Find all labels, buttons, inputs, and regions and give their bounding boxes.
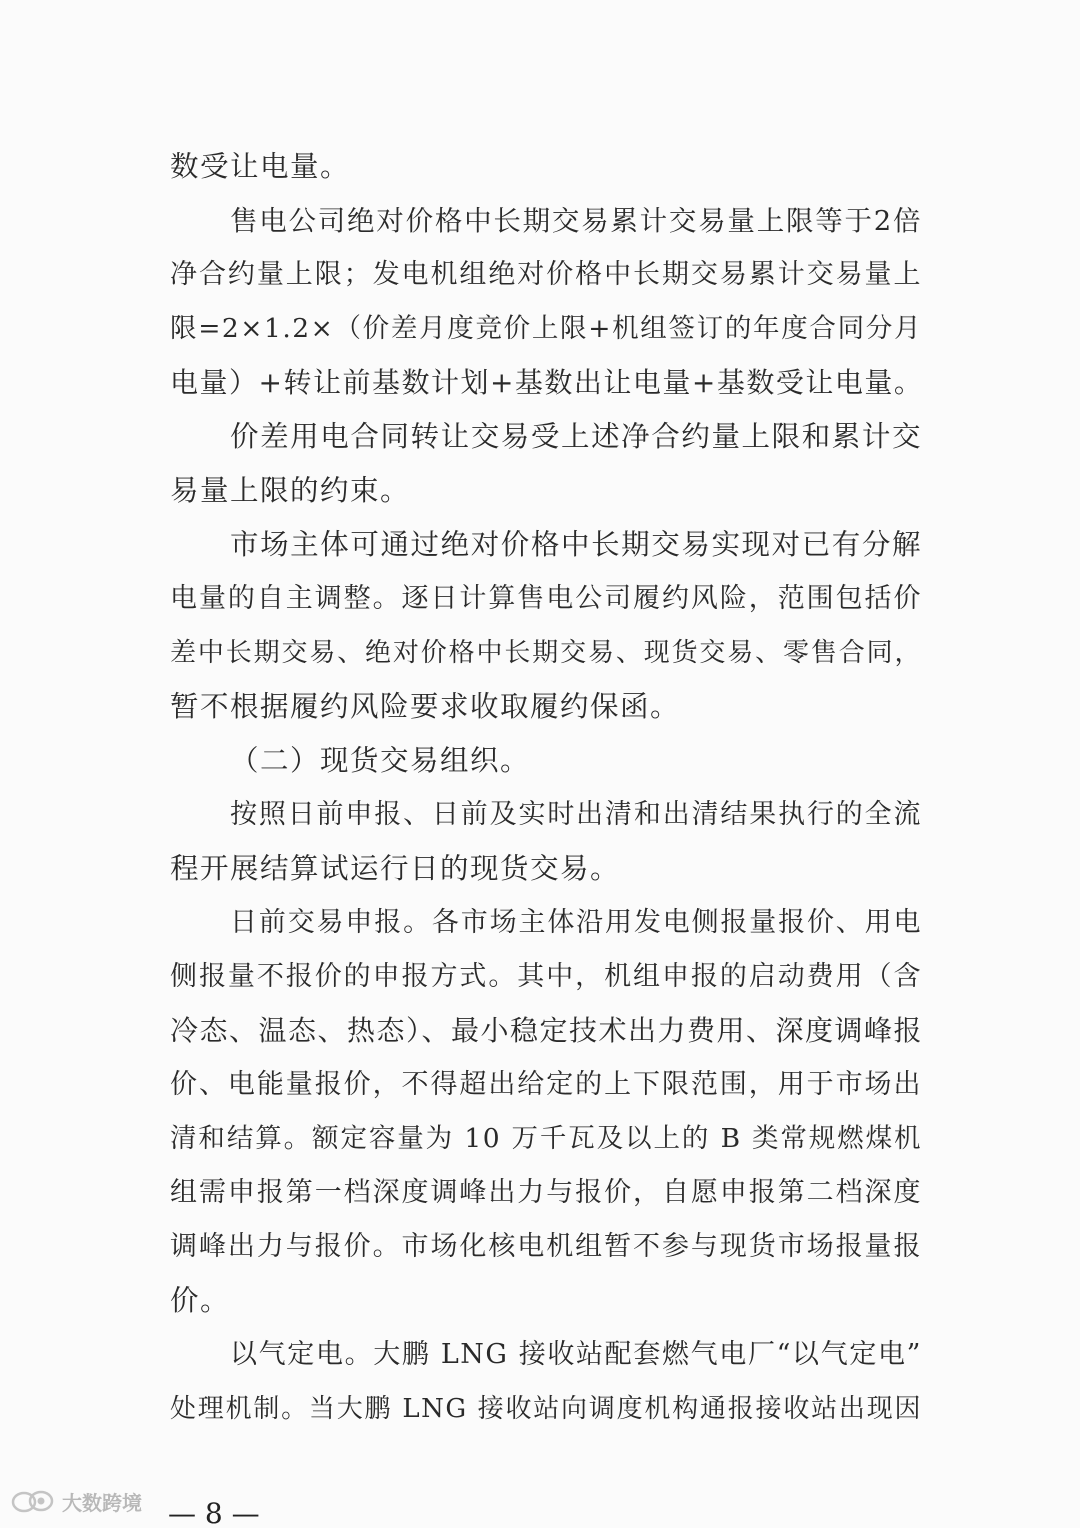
document-body — [170, 140, 922, 1436]
paragraph-line: 数受让电量。 — [170, 150, 351, 183]
page-number: — 8 — — [168, 1497, 260, 1530]
paragraph-line: 日前交易申报。各市场主体沿用发电侧报量报价、用电 — [230, 907, 922, 938]
paragraph-line: 调峰出力与报价。市场化核电机组暂不参与现货市场报量报 — [170, 1231, 922, 1262]
paragraph-line: 以气定电。大鹏 LNG 接收站配套燃气电厂“以气定电” — [230, 1339, 922, 1370]
paragraph-line: 价差用电合同转让交易受上述净合约量上限和累计交 — [230, 420, 922, 453]
paragraph-line: 电量）+转让前基数计划+基数出让电量+基数受让电量。 — [170, 366, 924, 399]
paragraph-line: 市场主体可通过绝对价格中长期交易实现对已有分解 — [230, 528, 922, 561]
paragraph-line: 电量的自主调整。逐日计算售电公司履约风险，范围包括价 — [170, 583, 922, 614]
paragraph-line: 冷态、温态、热态）、最小稳定技术出力费用、深度调峰报 — [170, 1014, 924, 1047]
paragraph-line: 程开展结算试运行日的现货交易。 — [170, 852, 621, 885]
paragraph-line: 暂不根据履约风险要求收取履约保函。 — [170, 690, 681, 723]
paragraph-line: 处理机制。当大鹏 LNG 接收站向调度机构通报接收站出现因 — [170, 1394, 922, 1424]
paragraph-line: 清和结算。额定容量为 10 万千瓦及以上的 B 类常规燃煤机 — [170, 1123, 922, 1154]
watermark — [10, 1484, 142, 1518]
paragraph-line: （二）现货交易组织。 — [230, 744, 531, 777]
watermark-text: 大数跨境 — [62, 1490, 142, 1515]
paragraph-line: 售电公司绝对价格中长期交易累计交易量上限等于2倍 — [230, 205, 922, 237]
paragraph-line: 侧报量不报价的申报方式。其中，机组申报的启动费用（含 — [170, 961, 922, 992]
paragraph-line: 按照日前申报、日前及实时出清和出清结果执行的全流 — [230, 799, 922, 830]
camera-logo-icon — [10, 1488, 56, 1514]
paragraph-line: 价、电能量报价，不得超出给定的上下限范围，用于市场出 — [170, 1069, 922, 1100]
paragraph-line: 价。 — [170, 1284, 231, 1317]
paragraph-line: 差中长期交易、绝对价格中长期交易、现货交易、零售合同， — [170, 638, 922, 668]
paragraph-line: 易量上限的约束。 — [170, 474, 411, 507]
paragraph-line: 净合约量上限；发电机组绝对价格中长期交易累计交易量上 — [170, 259, 922, 290]
paragraph-line: 限=2×1.2×（价差月度竞价上限+机组签订的年度合同分月 — [170, 313, 922, 344]
paragraph-line: 组需申报第一档深度调峰出力与报价，自愿申报第二档深度 — [170, 1177, 922, 1208]
